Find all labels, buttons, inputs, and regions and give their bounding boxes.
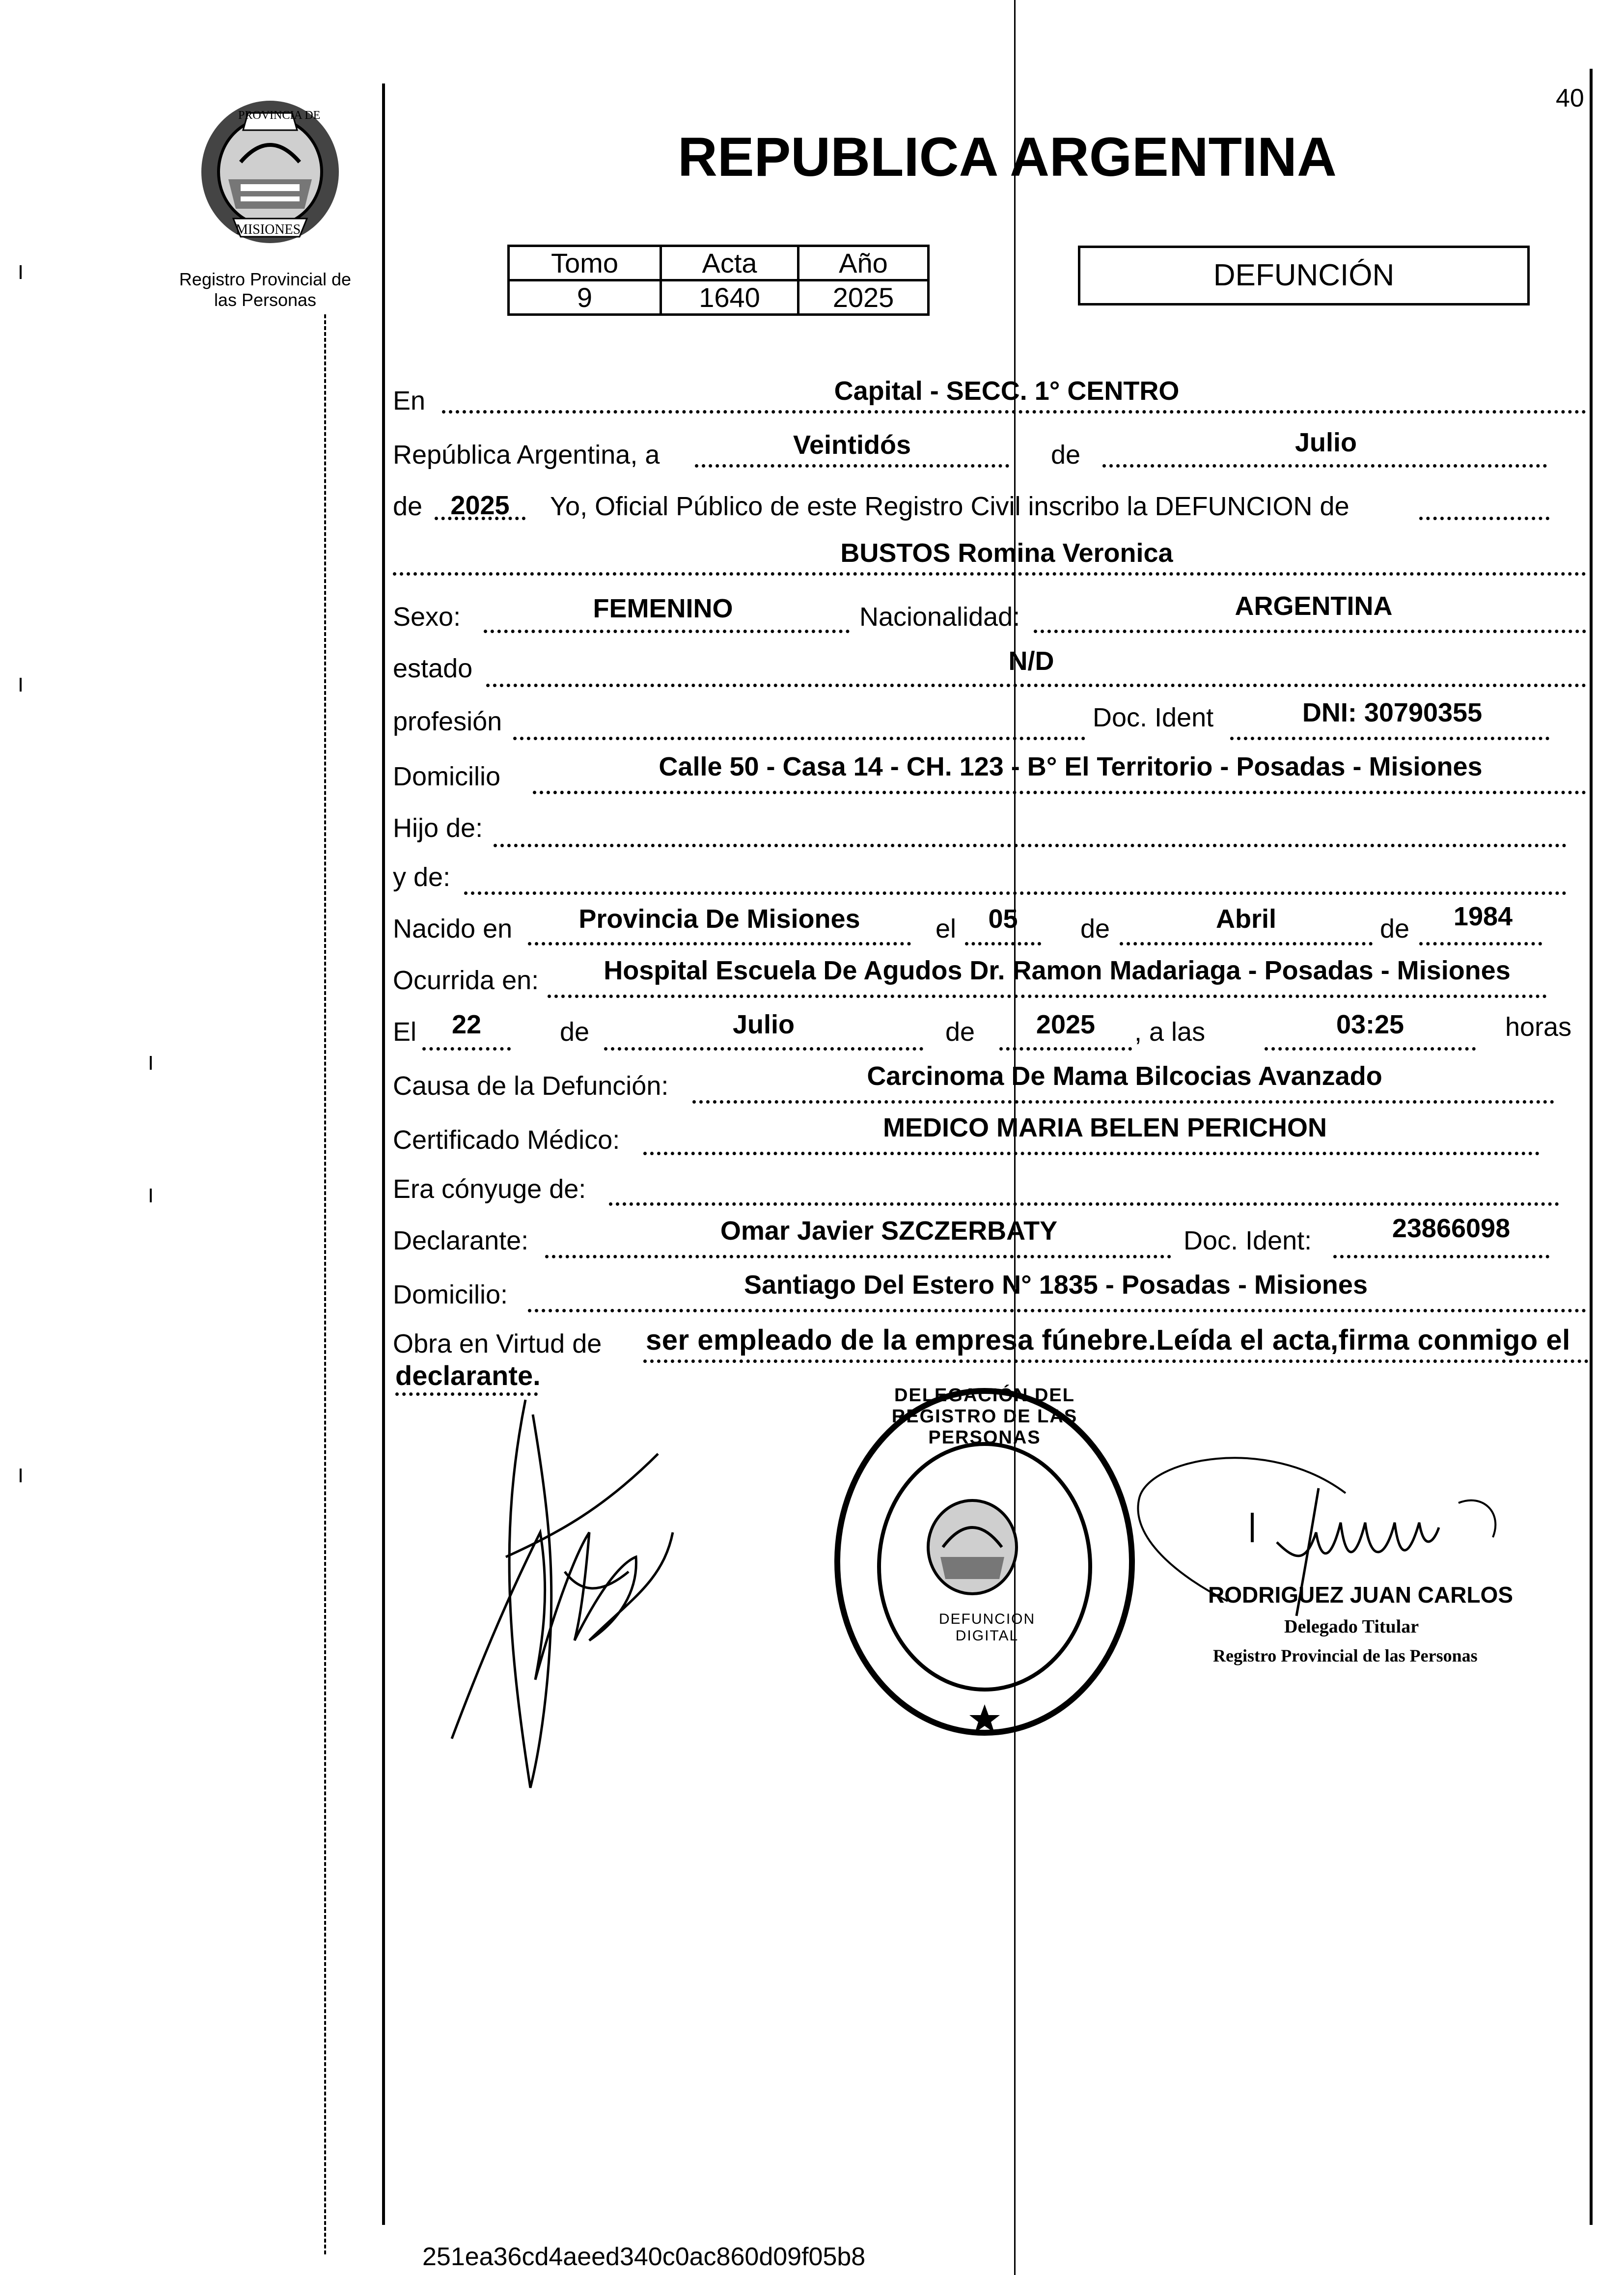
nacionalidad-label: Nacionalidad: [859,602,1020,632]
registry-caption-line1: Registro Provincial de [179,269,352,289]
form-left-border [382,83,385,2225]
dotted-line [1120,942,1373,945]
dotted-line [442,410,1586,414]
doc-ident-value: DNI: 30790355 [1302,698,1483,727]
document-hash: 251ea36cd4aeed340c0ac860d09f05b8 [422,2243,866,2271]
certificado-value: MEDICO MARIA BELEN PERICHON [882,1113,1327,1142]
page-title: REPUBLICA ARGENTINA [678,126,1337,188]
dotted-line [643,1359,1589,1363]
y-de-label: y de: [393,862,451,892]
de-label: de [1080,914,1110,943]
def-mes-value: Julio [732,1010,795,1039]
el-upper-label: El [393,1017,417,1047]
doc-ident-label: Doc. Ident [1093,703,1214,732]
record-table-cell: 1640 [661,280,798,315]
de-label: de [1051,440,1081,470]
dia-value: Veintidós [793,430,911,460]
dotted-line [692,1100,1554,1104]
ocurrida-value: Hospital Escuela De Agudos Dr. Ramon Madariaga - Posadas - Misiones [604,956,1511,985]
hora-value: 03:25 [1336,1010,1404,1039]
record-table-header-row [509,246,929,280]
dotted-line [643,1152,1540,1155]
nacido-label: Nacido en [393,914,513,943]
record-type-box: DEFUNCIÓN [1078,246,1530,305]
registry-caption-line2: las Personas [214,290,317,310]
sexo-label: Sexo: [393,602,461,632]
stamp-ring-text: DELEGACIÓN DEL REGISTRO DE LAS PERSONAS [891,1385,1078,1448]
dotted-line [1230,737,1549,740]
de-label: de [1380,914,1410,943]
logo-text-bottom: MISIONES [236,222,301,237]
dotted-line [1419,517,1549,520]
def-dia-value: 22 [451,1010,482,1039]
doc-ident2-label: Doc. Ident: [1184,1226,1312,1255]
de-label: de [393,492,423,521]
domicilio-value: Calle 50 - Casa 14 - CH. 123 - B° El Territorio - Posadas - Misiones [659,752,1483,781]
margin-tick [20,1469,22,1482]
hijo-label: Hijo de: [393,813,483,843]
margin-tick [20,678,22,692]
causa-value: Carcinoma De Mama Bilcocias Avanzado [867,1061,1382,1091]
dotted-line [464,891,1567,895]
dotted-line [486,684,1586,687]
nac-mes-value: Abril [1215,904,1276,934]
form-right-border [1590,69,1593,2225]
el-label: el [936,914,957,943]
obra-value-continued: declarante. [395,1360,541,1391]
dotted-line [1034,630,1586,633]
stamp-inner-text: DEFUNCION DIGITAL [938,1611,1036,1644]
dotted-line [484,630,850,633]
de-label: de [560,1017,590,1047]
obra-value: ser empleado de la empresa fúnebre.Leída el acta,firma conmigo el [646,1324,1570,1356]
domicilio-label: Domicilio [393,762,501,791]
official-registry: Registro Provincial de las Personas [1213,1646,1478,1665]
dotted-line [545,1255,1171,1258]
horas-label: horas [1505,1012,1572,1042]
certificado-label: Certificado Médico: [393,1125,620,1155]
logo-text-top: PROVINCIA DE [238,109,321,122]
declarante-value: Omar Javier SZCZERBATY [720,1216,1058,1246]
dotted-line [528,1309,1586,1312]
dotted-line [1102,464,1547,468]
dotted-line [999,1047,1132,1051]
dotted-line [528,942,911,945]
dotted-line [548,995,1547,998]
official-name: RODRIGUEZ JUAN CARLOS [1208,1582,1514,1608]
doc-ident2-value: 23866098 [1392,1214,1511,1243]
de-label: de [945,1017,975,1047]
conyuge-label: Era cónyuge de: [393,1174,586,1204]
dotted-line [1333,1255,1549,1258]
causa-label: Causa de la Defunción: [393,1071,669,1101]
declarant-signature [442,1385,697,1803]
declarante-label: Declarante: [393,1226,529,1255]
dotted-line [1419,942,1542,945]
domicilio2-value: Santiago Del Estero N° 1835 - Posadas - Misiones [743,1270,1368,1300]
dotted-line [695,464,1009,468]
en-value: Capital - SECC. 1° CENTRO [834,376,1180,406]
record-table-cell: 9 [509,280,661,315]
record-table-value-row [509,280,929,315]
left-margin-guide [324,314,326,2254]
nac-dia-value: 05 [988,904,1018,934]
dotted-line [1265,1047,1476,1051]
record-table-cell: 2025 [798,280,929,315]
nacido-value: Provincia De Misiones [578,904,860,934]
margin-tick [150,1189,152,1202]
nombre-value: BUSTOS Romina Veronica [840,538,1173,568]
anio-value: 2025 [450,491,510,520]
record-table [507,245,930,316]
margin-tick [20,265,22,279]
sexo-value: FEMENINO [593,594,733,623]
record-table-header: Año [798,246,929,280]
profesion-label: profesión [393,707,502,736]
en-label: En [393,386,426,416]
def-anio-value: 2025 [1036,1010,1096,1039]
nacionalidad-value: ARGENTINA [1235,591,1393,621]
oficial-text: Yo, Oficial Público de este Registro Civil inscribo la DEFUNCION de [550,492,1349,521]
record-table-header: Tomo [509,246,661,280]
mes-value: Julio [1294,428,1357,457]
dotted-line [422,1047,511,1051]
record-table-header: Acta [661,246,798,280]
official-signature [1120,1375,1562,1729]
nac-anio-value: 1984 [1453,902,1513,931]
official-title: Delegado Titular [1284,1616,1419,1637]
dotted-line [533,791,1586,794]
domicilio2-label: Domicilio: [393,1280,508,1309]
estado-label: estado [393,654,473,683]
alas-label: , a las [1134,1017,1206,1047]
dotted-line [393,572,1586,576]
dotted-line [965,942,1041,945]
official-stamp [830,1385,1139,1739]
dotted-line [494,844,1567,847]
dotted-line [604,1047,923,1051]
estado-value: N/D [1008,646,1054,676]
obra-label: Obra en Virtud de [393,1329,602,1359]
republica-label: República Argentina, a [393,440,660,470]
dotted-line [513,737,1085,740]
registry-caption [162,269,368,310]
ocurrida-label: Ocurrida en: [393,966,539,995]
page-number: 40 [1556,84,1584,112]
margin-tick [150,1056,152,1070]
dotted-line [609,1202,1559,1206]
